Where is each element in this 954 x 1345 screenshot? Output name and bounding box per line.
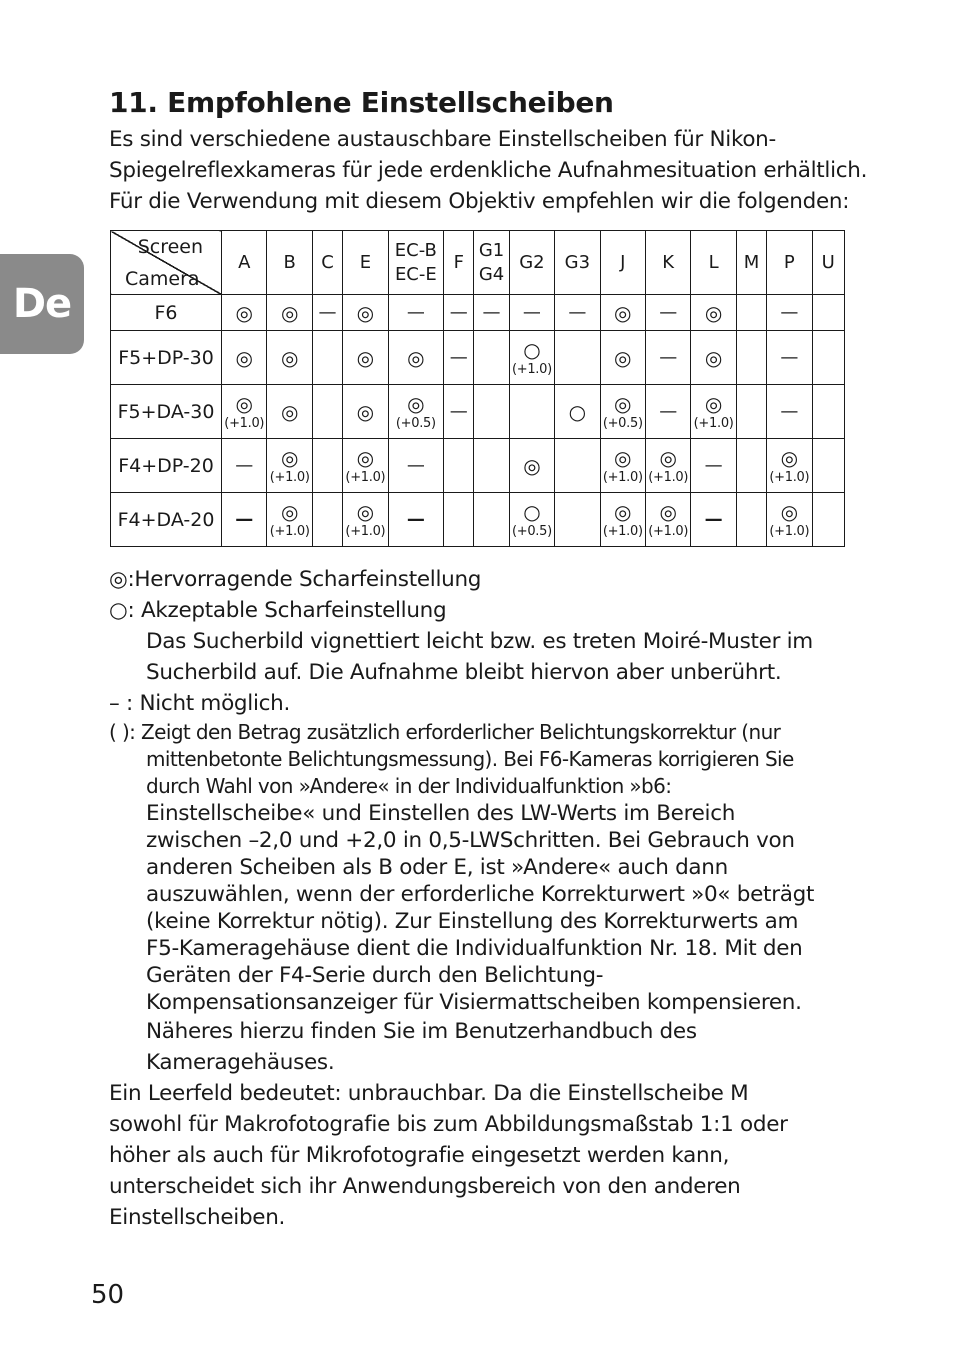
rating-cell bbox=[812, 493, 844, 547]
excellent-icon: ◎ bbox=[356, 499, 375, 524]
rating-cell bbox=[267, 331, 312, 385]
rating-cell bbox=[222, 295, 267, 331]
rating-cell bbox=[812, 331, 844, 385]
column-header: C bbox=[312, 231, 342, 295]
rating-cell bbox=[222, 493, 267, 547]
rating-cell bbox=[474, 331, 509, 385]
exposure-correction: (+1.0) bbox=[648, 469, 689, 485]
column-header: EC-B EC-E bbox=[388, 231, 444, 295]
column-header: J bbox=[600, 231, 645, 295]
rating-cell bbox=[736, 439, 766, 493]
camera-cell: F5+DP-30 bbox=[111, 331, 222, 385]
column-header: P bbox=[767, 231, 812, 295]
rating-cell bbox=[444, 493, 474, 547]
intro-line: Für die Verwendung mit diesem Objektiv empfehlen wir die folgenden: bbox=[109, 189, 850, 214]
legend-correction-line: Näheres hierzu finden Sie im Benutzerhandbuch des bbox=[146, 1019, 697, 1044]
excellent-icon: ◎ bbox=[704, 391, 723, 416]
rating-cell bbox=[312, 295, 342, 331]
column-header: G3 bbox=[555, 231, 600, 295]
rating-cell bbox=[691, 439, 736, 493]
language-tab: De bbox=[0, 254, 84, 354]
table-row bbox=[111, 295, 845, 331]
table-row bbox=[111, 493, 845, 547]
rating-cell bbox=[691, 295, 736, 331]
legend-acceptable-note: Sucherbild auf. Die Aufnahme bleibt hiervon aber unberührt. bbox=[146, 660, 782, 685]
excellent-icon: ◎ bbox=[704, 300, 723, 325]
legend-correction-line: zwischen –2,0 und +2,0 in 0,5-LWSchritten. Bei Gebrauch von bbox=[146, 828, 795, 853]
corner-camera-label: Camera bbox=[125, 268, 200, 290]
legend-correction: ( ): Zeigt den Betrag zusätzlich erforderlicher Belichtungskorrektur (nur bbox=[109, 720, 781, 744]
excellent-icon: ◎ bbox=[280, 445, 299, 470]
acceptable-icon: ○ bbox=[523, 337, 541, 362]
acceptable-icon: ○ bbox=[523, 499, 541, 524]
rating-cell bbox=[509, 295, 554, 331]
not-possible-icon: — bbox=[318, 301, 337, 323]
not-possible-icon: — bbox=[780, 400, 799, 422]
excellent-icon: ◎ bbox=[280, 300, 299, 325]
legend bbox=[109, 564, 859, 1233]
not-possible-icon: — bbox=[482, 301, 501, 323]
rating-cell bbox=[600, 493, 645, 547]
not-possible-icon: — bbox=[704, 454, 723, 476]
rating-cell bbox=[267, 493, 312, 547]
legend-correction-line: auszuwählen, wenn der erforderliche Korrekturwert »0« beträgt bbox=[146, 882, 815, 907]
legend-correction-line: anderen Scheiben als B oder E, ist »Andere« auch dann bbox=[146, 855, 728, 880]
column-header: B bbox=[267, 231, 312, 295]
rating-cell bbox=[388, 295, 444, 331]
rating-cell bbox=[388, 439, 444, 493]
exposure-correction: (+0.5) bbox=[602, 415, 643, 431]
not-possible-icon: — bbox=[780, 301, 799, 323]
table-row bbox=[111, 439, 845, 493]
camera-cell: F5+DA-30 bbox=[111, 385, 222, 439]
legend-correction-line: durch Wahl von »Andere« in der Individualfunktion »b6: bbox=[146, 774, 672, 798]
not-possible-icon: — bbox=[449, 400, 468, 422]
rating-cell bbox=[444, 439, 474, 493]
legend-acceptable: ○: Akzeptable Scharfeinstellung bbox=[109, 598, 447, 623]
rating-cell bbox=[691, 331, 736, 385]
rating-cell bbox=[222, 439, 267, 493]
excellent-icon: ◎ bbox=[780, 499, 799, 524]
not-possible-icon: — bbox=[780, 346, 799, 368]
camera-cell: F4+DA-20 bbox=[111, 493, 222, 547]
rating-cell bbox=[767, 295, 812, 331]
exposure-correction: (+1.0) bbox=[693, 415, 734, 431]
legend-correction-line: mittenbetonte Belichtungsmessung). Bei F6-Kameras korrigieren Sie bbox=[146, 747, 794, 771]
page-number: 50 bbox=[91, 1280, 125, 1310]
excellent-icon: ◎ bbox=[280, 499, 299, 524]
excellent-icon: ◎ bbox=[407, 345, 425, 370]
exposure-correction: (+1.0) bbox=[345, 523, 386, 539]
rating-cell bbox=[474, 439, 509, 493]
rating-cell bbox=[222, 331, 267, 385]
rating-cell bbox=[474, 493, 509, 547]
not-possible-icon: — bbox=[659, 301, 678, 323]
table-header-row bbox=[111, 231, 845, 295]
rating-cell bbox=[767, 331, 812, 385]
legend-excellent: ◎:Hervorragende Scharfeinstellung bbox=[109, 567, 482, 592]
column-header: F bbox=[444, 231, 474, 295]
blank-field-note: unterscheidet sich ihr Anwendungsbereich von den anderen bbox=[109, 1174, 741, 1199]
exposure-correction: (+1.0) bbox=[345, 469, 386, 485]
rating-cell bbox=[691, 493, 736, 547]
rating-cell bbox=[343, 295, 388, 331]
rating-cell bbox=[312, 439, 342, 493]
excellent-icon: ◎ bbox=[356, 345, 375, 370]
corner-screen-label: Screen bbox=[137, 236, 204, 258]
rating-cell bbox=[736, 493, 766, 547]
rating-cell bbox=[645, 493, 690, 547]
not-possible-icon: — bbox=[659, 346, 678, 368]
rating-cell bbox=[812, 439, 844, 493]
column-header: K bbox=[645, 231, 690, 295]
page-title: 11. Empfohlene Einstellscheiben bbox=[109, 86, 614, 119]
excellent-icon: ◎ bbox=[704, 345, 723, 370]
camera-cell: F6 bbox=[111, 295, 222, 331]
rating-cell bbox=[555, 331, 600, 385]
excellent-icon: ◎ bbox=[280, 399, 299, 424]
rating-cell bbox=[509, 439, 554, 493]
rating-cell bbox=[444, 295, 474, 331]
exposure-correction: (+1.0) bbox=[269, 523, 310, 539]
not-possible-icon: — bbox=[235, 508, 254, 530]
focusing-screen-table bbox=[110, 230, 845, 547]
legend-correction-line: Geräten der F4-Serie durch den Belichtung- bbox=[146, 963, 604, 988]
table-corner-cell bbox=[111, 231, 222, 295]
excellent-icon: ◎ bbox=[235, 345, 253, 370]
rating-cell bbox=[509, 385, 554, 439]
legend-correction-line: (keine Korrektur nötig). Zur Einstellung des Korrekturwerts am bbox=[146, 909, 799, 934]
intro-line: Spiegelreflexkameras für jede erdenkliche Aufnahmesituation erhältlich. bbox=[109, 158, 868, 183]
blank-field-note: Einstellscheiben. bbox=[109, 1205, 286, 1230]
rating-cell bbox=[388, 331, 444, 385]
rating-cell bbox=[645, 439, 690, 493]
not-possible-icon: — bbox=[522, 301, 541, 323]
legend-acceptable-note: Das Sucherbild vignettiert leicht bzw. es treten Moiré-Muster im bbox=[146, 629, 813, 654]
column-header: G2 bbox=[509, 231, 554, 295]
exposure-correction: (+1.0) bbox=[511, 361, 552, 377]
blank-field-note: sowohl für Makrofotografie bis zum Abbildungsmaßstab 1:1 oder bbox=[109, 1112, 788, 1137]
exposure-correction: (+1.0) bbox=[769, 523, 810, 539]
rating-cell bbox=[600, 439, 645, 493]
excellent-icon: ◎ bbox=[280, 345, 299, 370]
rating-cell bbox=[767, 439, 812, 493]
excellent-icon: ◎ bbox=[407, 391, 425, 416]
rating-cell bbox=[736, 295, 766, 331]
table-body bbox=[111, 295, 845, 547]
excellent-icon: ◎ bbox=[614, 445, 632, 470]
excellent-icon: ◎ bbox=[235, 391, 253, 416]
exposure-correction: (+0.5) bbox=[511, 523, 552, 539]
rating-cell bbox=[812, 385, 844, 439]
legend-correction-line: Kameragehäuses. bbox=[146, 1050, 335, 1075]
excellent-icon: ◎ bbox=[614, 499, 632, 524]
camera-cell: F4+DP-20 bbox=[111, 439, 222, 493]
rating-cell bbox=[222, 385, 267, 439]
not-possible-icon: — bbox=[449, 346, 468, 368]
excellent-icon: ◎ bbox=[614, 391, 632, 416]
exposure-correction: (+1.0) bbox=[648, 523, 689, 539]
rating-cell bbox=[388, 493, 444, 547]
excellent-icon: ◎ bbox=[356, 445, 375, 470]
column-header: G1 G4 bbox=[474, 231, 509, 295]
legend-correction-line: F5-Kameragehäuse dient die Individualfunktion Nr. 18. Mit den bbox=[146, 936, 803, 961]
rating-cell bbox=[645, 385, 690, 439]
rating-cell bbox=[767, 385, 812, 439]
not-possible-icon: — bbox=[449, 301, 468, 323]
intro-paragraph bbox=[109, 124, 869, 217]
rating-cell bbox=[645, 295, 690, 331]
rating-cell bbox=[343, 331, 388, 385]
rating-cell bbox=[267, 439, 312, 493]
rating-cell bbox=[474, 385, 509, 439]
exposure-correction: (+1.0) bbox=[269, 469, 310, 485]
not-possible-icon: — bbox=[568, 301, 587, 323]
legend-not-possible: – : Nicht möglich. bbox=[109, 691, 291, 716]
rating-cell bbox=[600, 385, 645, 439]
rating-cell bbox=[736, 331, 766, 385]
rating-cell bbox=[509, 331, 554, 385]
rating-cell bbox=[600, 295, 645, 331]
blank-field-note: Ein Leerfeld bedeutet: unbrauchbar. Da die Einstellscheibe M bbox=[109, 1081, 749, 1106]
exposure-correction: (+0.5) bbox=[395, 415, 436, 431]
legend-correction-line: Kompensationsanzeiger für Visiermattscheiben kompensieren. bbox=[146, 990, 802, 1015]
excellent-icon: ◎ bbox=[235, 300, 253, 325]
excellent-icon: ◎ bbox=[523, 453, 541, 478]
exposure-correction: (+1.0) bbox=[769, 469, 810, 485]
not-possible-icon: — bbox=[406, 301, 425, 323]
rating-cell bbox=[474, 295, 509, 331]
column-header: L bbox=[691, 231, 736, 295]
exposure-correction: (+1.0) bbox=[602, 469, 643, 485]
column-header: E bbox=[343, 231, 388, 295]
column-header: M bbox=[736, 231, 766, 295]
legend-correction-line: Einstellscheibe« und Einstellen des LW-Werts im Bereich bbox=[146, 801, 736, 826]
not-possible-icon: — bbox=[704, 508, 723, 530]
excellent-icon: ◎ bbox=[356, 300, 375, 325]
rating-cell bbox=[509, 493, 554, 547]
rating-cell bbox=[767, 493, 812, 547]
intro-line: Es sind verschiedene austauschbare Einstellscheiben für Nikon- bbox=[109, 127, 776, 152]
excellent-icon: ◎ bbox=[659, 445, 677, 470]
blank-field-note: höher als auch für Mikrofotografie eingesetzt werden kann, bbox=[109, 1143, 730, 1168]
column-header: U bbox=[812, 231, 844, 295]
rating-cell bbox=[343, 493, 388, 547]
rating-cell bbox=[388, 385, 444, 439]
rating-cell bbox=[312, 493, 342, 547]
not-possible-icon: — bbox=[406, 508, 425, 530]
table-row bbox=[111, 385, 845, 439]
excellent-icon: ◎ bbox=[356, 399, 375, 424]
acceptable-icon: ○ bbox=[568, 399, 587, 424]
rating-cell bbox=[555, 385, 600, 439]
exposure-correction: (+1.0) bbox=[602, 523, 643, 539]
not-possible-icon: — bbox=[235, 454, 254, 476]
rating-cell bbox=[444, 385, 474, 439]
excellent-icon: ◎ bbox=[659, 499, 677, 524]
rating-cell bbox=[691, 385, 736, 439]
excellent-icon: ◎ bbox=[780, 445, 799, 470]
excellent-icon: ◎ bbox=[614, 300, 632, 325]
not-possible-icon: — bbox=[659, 400, 678, 422]
rating-cell bbox=[312, 331, 342, 385]
rating-cell bbox=[555, 493, 600, 547]
rating-cell bbox=[812, 295, 844, 331]
table-row bbox=[111, 331, 845, 385]
rating-cell bbox=[736, 385, 766, 439]
rating-cell bbox=[267, 385, 312, 439]
rating-cell bbox=[267, 295, 312, 331]
rating-cell bbox=[343, 439, 388, 493]
not-possible-icon: — bbox=[406, 454, 425, 476]
rating-cell bbox=[343, 385, 388, 439]
rating-cell bbox=[555, 439, 600, 493]
rating-cell bbox=[312, 385, 342, 439]
excellent-icon: ◎ bbox=[614, 345, 632, 370]
column-header: A bbox=[222, 231, 267, 295]
rating-cell bbox=[600, 331, 645, 385]
exposure-correction: (+1.0) bbox=[224, 415, 265, 431]
rating-cell bbox=[645, 331, 690, 385]
rating-cell bbox=[555, 295, 600, 331]
rating-cell bbox=[444, 331, 474, 385]
